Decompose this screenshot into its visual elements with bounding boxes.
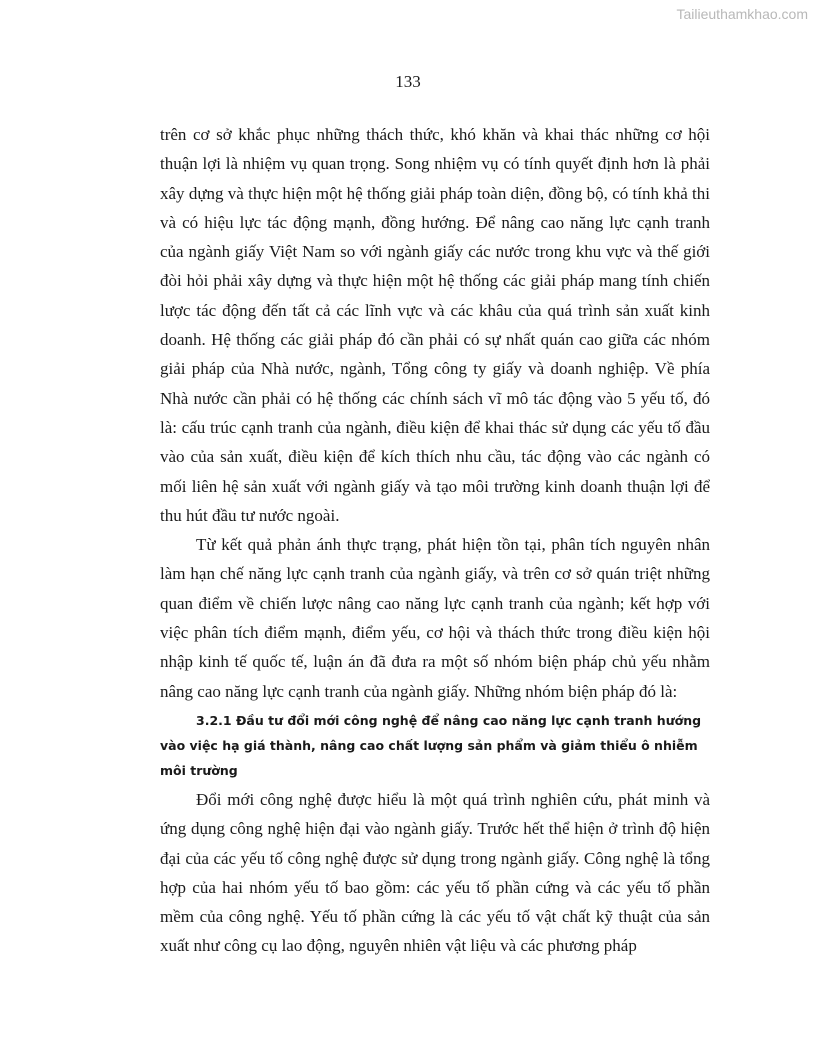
paragraph-continuation: trên cơ sở khắc phục những thách thức, khó khăn và khai thác những cơ hội thuận lợi là nhiệm vụ quan trọng. Song nhiệm vụ có tính quyết định hơn là phải xây dựng và thực hiện một hệ thống giải pháp toàn diện, đồng bộ, có tính khả thi và có hiệu lực tác động mạnh, đồng hướng. Để nâng cao năng lực cạnh tranh của ngành giấy Việt Nam so với ngành giấy các nước trong khu vực và thế giới đòi hỏi phải xây dựng và thực hiện một hệ thống các giải pháp mang tính chiến lược tác động đến tất cả các lĩnh vực và các khâu của quá trình sản xuất kinh doanh. Hệ thống các giải pháp đó cần phải có sự nhất quán cao giữa các nhóm giải pháp của Nhà nước, ngành, Tổng công ty giấy và doanh nghiệp. Về phía Nhà nước cần phải có hệ thống các chính sách vĩ mô tác động vào 5 yếu tố, đó là: cấu trúc cạnh tranh của ngành, điều kiện để khai thác sử dụng các yếu tố đầu vào của sản xuất, điều kiện để kích thích nhu cầu, tác động vào các ngành có mối liên hệ sản xuất với ngành giấy và tạo môi trường kinh doanh thuận lợi để thu hút đầu tư nước ngoài. (160, 125, 710, 525)
paragraph-solutions-intro: Từ kết quả phản ánh thực trạng, phát hiện tồn tại, phân tích nguyên nhân làm hạn chế năng lực cạnh tranh của ngành giấy, và trên cơ sở quán triệt những quan điểm về chiến lược nâng cao năng lực cạnh tranh của ngành; kết hợp với việc phân tích điểm mạnh, điểm yếu, cơ hội và thách thức trong điều kiện hội nhập kinh tế quốc tế, luận án đã đưa ra một số nhóm biện pháp chủ yếu nhằm nâng cao năng lực cạnh tranh của ngành giấy. Những nhóm biện pháp đó là: (160, 535, 710, 701)
paragraph-technology-innovation: Đổi mới công nghệ được hiểu là một quá trình nghiên cứu, phát minh và ứng dụng công nghệ hiện đại vào ngành giấy. Trước hết thể hiện ở trình độ hiện đại của các yếu tố công nghệ được sử dụng trong ngành giấy. Công nghệ là tổng hợp của hai nhóm yếu tố bao gồm: các yếu tố phần cứng và các yếu tố phần mềm của công nghệ. Yếu tố phần cứng là các yếu tố vật chất kỹ thuật của sản xuất như công cụ lao động, nguyên nhiên vật liệu và các phương pháp (160, 789, 710, 956)
page-number: 133 (395, 72, 421, 91)
watermark: Tailieuthamkhao.com (676, 6, 808, 22)
document-body (160, 120, 710, 961)
section-heading-3-2-1: 3.2.1 Đầu tư đổi mới công nghệ để nâng cao năng lực cạnh tranh hướng vào việc hạ giá thành, nâng cao chất lượng sản phẩm và giảm thiểu ô nhiễm môi trường (160, 712, 702, 778)
